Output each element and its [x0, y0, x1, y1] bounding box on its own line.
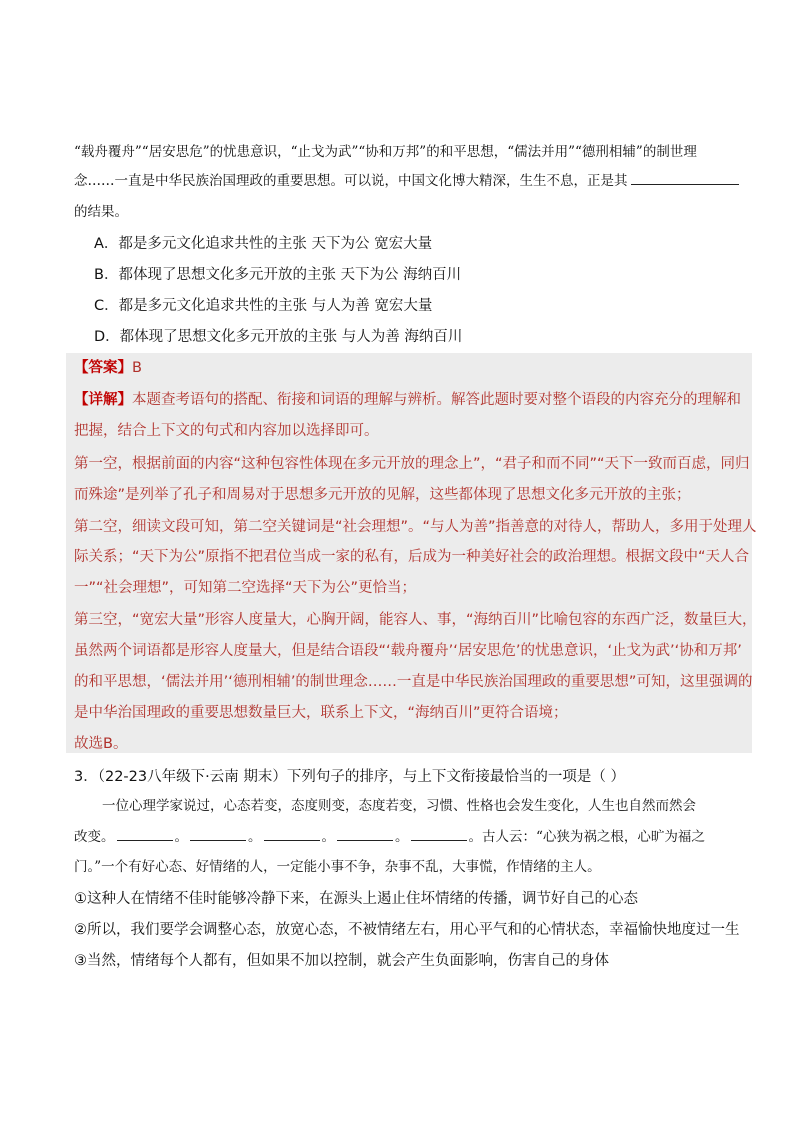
sep-4: 。 — [395, 829, 409, 845]
sep-1: 。 — [174, 829, 188, 845]
question-number: 3． — [74, 769, 98, 785]
detail-line-5: 第二空，细读文段可知，第二空关键词是“社会理想”。“与人为善”指善意的对待人，帮助人，多用于处理人 — [74, 519, 757, 535]
detail-line-11: 是中华治国理政的重要思想数量巨大，联系上下文，“海纳百川”更符合语境； — [74, 705, 568, 721]
question-stem: 下列句子的排序，与上下文衔接最恰当的一项是（ ） — [286, 769, 625, 785]
detail-line-7: 一”“社会理想”，可知第二空选择“天下为公”更恰当； — [74, 580, 417, 596]
q3-passage-line-2 — [74, 825, 724, 849]
passage-line-3: 的结果。 — [74, 204, 128, 220]
answer-line — [74, 356, 142, 380]
answer-value: B — [132, 360, 142, 376]
blank-3 — [264, 828, 320, 841]
option-c: C．都是多元文化追求共性的主张 与人为善 宽宏大量 — [94, 298, 433, 314]
blank-1 — [117, 828, 173, 841]
passage-line-2 — [74, 169, 724, 193]
passage-line-1: “载舟覆舟”“居安思危”的忧患意识，“止戈为武”“协和万邦”的和平思想，“儒法并用”“德刑相辅”的制世理 — [74, 144, 697, 160]
blank-5 — [411, 828, 467, 841]
sep-3: 。 — [321, 829, 335, 845]
detail-line-6: 际关系；“天下为公”原指不把君位当成一家的私有，后成为一种美好社会的政治理想。根据文段中“天人合 — [74, 549, 750, 565]
detail-line-9: 虽然两个词语都是形容人度量大，但是结合语段“‘载舟覆舟’‘居安思危’的忧患意识，‘止戈为武’‘协和万邦’ — [74, 643, 742, 659]
blank-4 — [337, 828, 393, 841]
fill-blank — [631, 170, 739, 185]
option-b: B．都体现了思想文化多元开放的主张 天下为公 海纳百川 — [94, 267, 462, 283]
q3-passage-start: 改变。 — [74, 829, 115, 845]
detail-line-4: 而殊途”是列举了孔子和周易对于思想多元开放的见解，这些都体现了思想文化多元开放的主张； — [74, 487, 691, 503]
sentence-item-2: ②所以，我们要学会调整心态，放宽心态，不被情绪左右，用心平气和的心情状态，幸福愉快地度过一生 — [74, 922, 740, 938]
detail-line-8: 第三空，“宽宏大量”形容人度量大，心胸开阔，能容人、事，“海纳百川”比喻包容的东西广泛，数量巨大， — [74, 612, 757, 628]
q3-passage-line-3: 门。”一个有好心态、好情绪的人，一定能小事不争，杂事不乱，大事慌，作情绪的主人。 — [74, 859, 601, 875]
detail-line-3: 第一空，根据前面的内容“这种包容性体现在多元开放的理念上”，“君子和而不同”“天下一致而百虑，同归 — [74, 456, 750, 472]
detail-line-2: 把握，结合上下文的句式和内容加以选择即可。 — [74, 423, 379, 439]
passage-line-2-text: 念……一直是中华民族治国理政的重要思想。可以说，中国文化博大精深，生生不息，正是其 — [74, 173, 628, 189]
sentence-item-3: ③当然，情绪每个人都有，但如果不加以控制，就会产生负面影响，伤害自己的身体 — [74, 953, 609, 969]
q3-passage-line-1: 一位心理学家说过，心态若变，态度则变，态度若变，习惯、性格也会发生变化，人生也自然而然会 — [102, 798, 696, 814]
detail-text: 本题查考语句的搭配、衔接和词语的理解与辨析。解答此题时要对整个语段的内容充分的理解和 — [132, 392, 741, 408]
detail-tag: 【详解】 — [74, 392, 132, 408]
answer-tag: 【答案】 — [74, 360, 132, 376]
question-source: （22-23八年级下·云南 期末） — [97, 769, 287, 785]
detail-line-10: 的和平思想，‘儒法并用’‘德刑相辅’的制世理念……一直是中华民族治国理政的重要思想”可知，这里强调的 — [74, 674, 753, 690]
option-d: D．都体现了思想文化多元开放的主张 与人为善 海纳百川 — [94, 329, 463, 345]
option-a: A．都是多元文化追求共性的主张 天下为公 宽宏大量 — [94, 236, 433, 252]
question-3-header — [74, 765, 625, 789]
q3-passage-end: 。古人云：“心狭为祸之根，心旷为福之 — [468, 829, 705, 845]
detail-line-12: 故选B。 — [74, 736, 128, 752]
sep-2: 。 — [248, 829, 262, 845]
detail-line-1 — [74, 388, 741, 412]
blank-2 — [190, 828, 246, 841]
sentence-item-1: ①这种人在情绪不佳时能够冷静下来，在源头上遏止住坏情绪的传播，调节好自己的心态 — [74, 891, 638, 907]
